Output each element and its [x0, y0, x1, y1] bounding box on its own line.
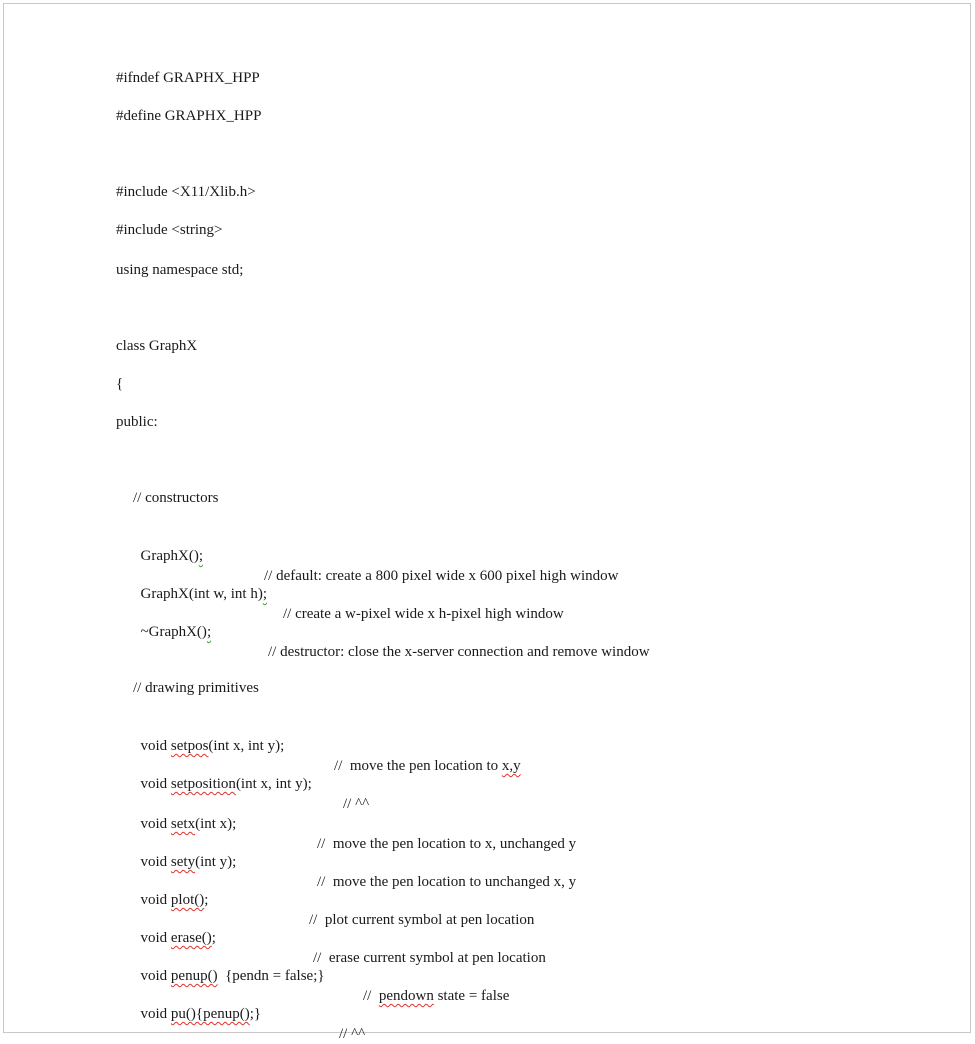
- code-line-ifndef: #ifndef GRAPHX_HPP: [116, 70, 260, 86]
- code-line-setposition: [133, 754, 370, 812]
- code-line-setx: [133, 794, 577, 852]
- grammar-flag[interactable]: ;: [198, 548, 203, 564]
- code-text: void: [140, 930, 171, 946]
- code-text: void: [140, 776, 171, 792]
- comment-drawing-primitives: // drawing primitives: [133, 680, 259, 696]
- inline-comment: [363, 986, 509, 1006]
- code-line-setpos: [133, 716, 521, 774]
- grammar-flag[interactable]: ;: [206, 624, 212, 640]
- code-line-class-decl: class GraphX: [116, 338, 198, 354]
- comment-text: state = false: [433, 988, 510, 1004]
- inline-comment: [334, 756, 521, 776]
- inline-comment: // default: create a 800 pixel wide x 600 pixel high window: [264, 568, 619, 584]
- spelling-flag[interactable]: penup(): [170, 968, 218, 984]
- code-line-include-xlib: #include <X11/Xlib.h>: [116, 184, 256, 200]
- spelling-flag[interactable]: plot(): [170, 892, 205, 908]
- code-text: GraphX(int w, int h): [140, 586, 263, 602]
- inline-comment: // ^^: [343, 796, 370, 812]
- inline-comment: // destructor: close the x-server connection and remove window: [268, 644, 650, 660]
- code-line-define: #define GRAPHX_HPP: [116, 108, 262, 124]
- comment-text: //: [363, 988, 379, 1004]
- inline-comment: // erase current symbol at pen location: [313, 950, 546, 966]
- code-text: ;: [204, 892, 209, 908]
- code-line-pu: [133, 984, 366, 1042]
- spelling-flag[interactable]: setposition: [170, 776, 236, 792]
- comment-constructors: // constructors: [133, 490, 219, 506]
- code-text: ;: [211, 930, 216, 946]
- inline-comment: // create a w-pixel wide x h-pixel high window: [283, 606, 564, 622]
- inline-comment: // plot current symbol at pen location: [309, 912, 535, 928]
- spelling-flag[interactable]: x,y: [501, 758, 521, 774]
- spelling-flag[interactable]: pu(){penup(): [170, 1006, 250, 1022]
- comment-text: // move the pen location to: [334, 758, 502, 774]
- code-line-open-brace: {: [116, 376, 124, 392]
- code-text: void: [140, 738, 171, 754]
- code-text: void: [140, 892, 171, 908]
- inline-comment: // move the pen location to unchanged x, y: [317, 874, 577, 890]
- code-text: GraphX(): [140, 548, 199, 564]
- code-line-using-namespace: using namespace std;: [116, 262, 244, 278]
- code-text: void: [140, 1006, 171, 1022]
- spelling-flag[interactable]: setpos: [170, 738, 209, 754]
- code-text: ~GraphX(): [140, 624, 207, 640]
- inline-comment: // ^^: [339, 1026, 366, 1042]
- code-text: (int y);: [195, 854, 237, 870]
- code-line-default-constructor: [133, 526, 619, 584]
- code-text: (int x, int y);: [235, 776, 312, 792]
- spelling-flag[interactable]: pendown: [378, 988, 434, 1004]
- code-text: (int x);: [195, 816, 237, 832]
- spelling-flag[interactable]: setx: [170, 816, 196, 832]
- code-text: ;}: [249, 1006, 262, 1022]
- code-line-public: public:: [116, 414, 158, 430]
- code-line-include-string: #include <string>: [116, 222, 223, 238]
- spelling-flag[interactable]: sety: [170, 854, 196, 870]
- code-text: void: [140, 968, 171, 984]
- code-text: (int x, int y);: [208, 738, 285, 754]
- code-text: void: [140, 854, 171, 870]
- inline-comment: // move the pen location to x, unchanged y: [317, 836, 577, 852]
- grammar-flag[interactable]: ;: [262, 586, 268, 602]
- spelling-flag[interactable]: erase(): [170, 930, 212, 946]
- code-text: void: [140, 816, 171, 832]
- code-text: {pendn = false;}: [217, 968, 325, 984]
